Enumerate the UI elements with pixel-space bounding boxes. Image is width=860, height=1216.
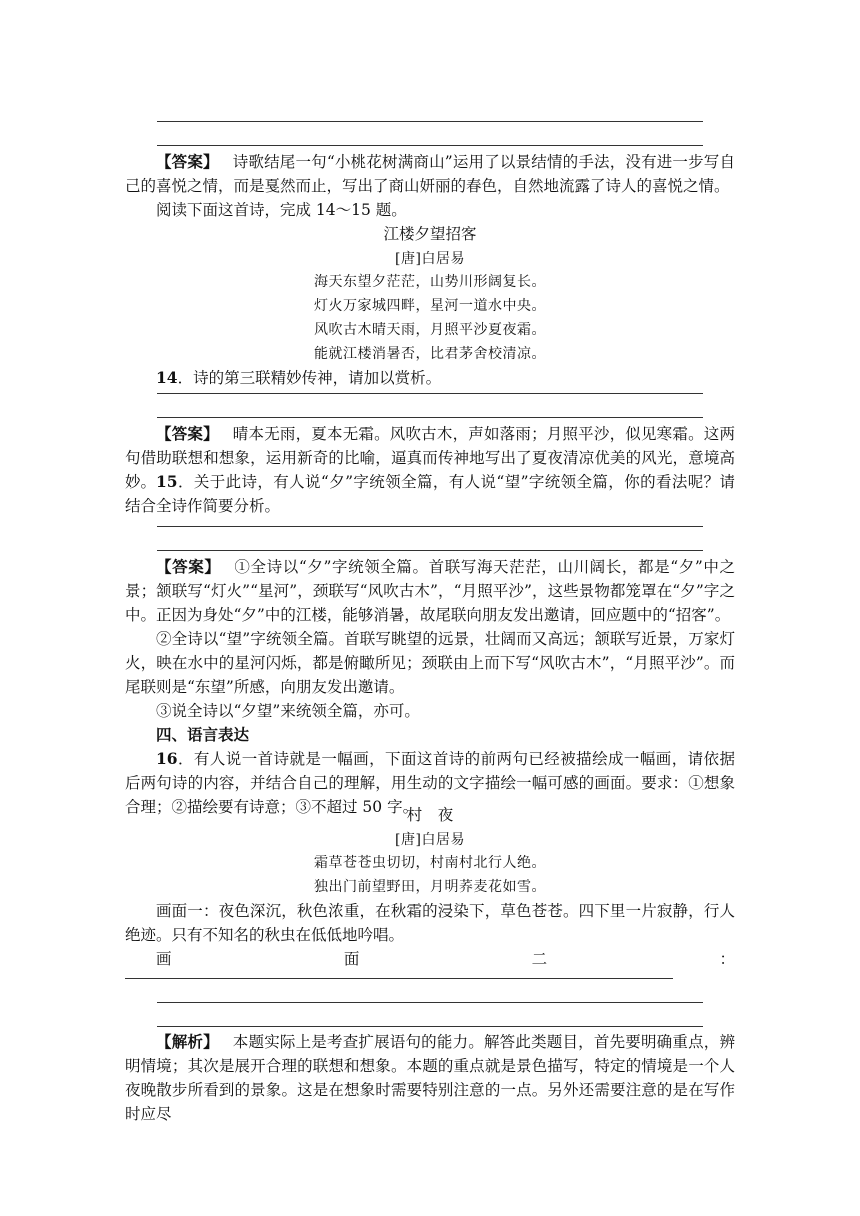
scene-one: 画面一：夜色深沉，秋色浓重，在秋霜的浸染下，草色苍苍。四下里一片寂静，行人绝迹。只有不知名的秋虫在低低地吟唱。 <box>125 902 735 944</box>
poem-line: 海天东望夕茫茫，山势川形阔复长。 <box>314 274 546 290</box>
answer-line <box>125 978 673 979</box>
poem-line: 独出门前望野田，月明荞麦花如雪。 <box>314 879 546 895</box>
analysis-tag: 【解析】 <box>156 1032 219 1051</box>
poem-author: [唐]白居易 <box>395 832 465 848</box>
answer-paragraph: ②全诗以“望”字统领全篇。首联写眺望的远景，壮阔而又高远；颔联写近景，万家灯火，映在水中的星河闪烁，都是俯瞰所见；颈联由上而下写“风吹古木”，“月照平沙”。而尾联则是“东望”所感，向朋友发出邀请。 <box>125 630 735 696</box>
answer-line <box>157 550 703 551</box>
question-number: 15 <box>156 472 178 491</box>
answer-line <box>157 121 703 122</box>
poem-title: 村 夜 <box>406 806 454 824</box>
answer-line <box>157 417 703 418</box>
answer-tag: 【答案】 <box>156 424 219 443</box>
analysis-paragraph <box>125 1030 735 1126</box>
answer-text: 诗歌结尾一句“小桃花树满商山”运用了以景结情的手法，没有进一步写自己的喜悦之情，而是戛然而止，写出了商山妍丽的春色，自然地流露了诗人的喜悦之情。 <box>125 153 735 195</box>
answer-paragraph <box>125 555 735 627</box>
answer-line <box>157 145 703 146</box>
answer-line <box>157 1026 703 1027</box>
question-number: 16 <box>156 749 178 768</box>
poem-title: 江楼夕望招客 <box>383 225 477 243</box>
scene-two-char: ： <box>719 950 735 968</box>
answer-text: 晴本无雨，夏本无霜。风吹古木，声如落雨；月照平沙，似见寒霜。这两句借助联想和想象，运用新奇的比喻，逼真而传神地写出了夏夜清凉优美的风光，意境高妙。 <box>125 425 735 491</box>
reading-instruction: 阅读下面这首诗，完成 14～15 题。 <box>156 201 407 219</box>
poem-line: 风吹古木晴天雨，月照平沙夏夜霜。 <box>314 322 546 338</box>
answer-paragraph: ③说全诗以“夕望”来统领全篇，亦可。 <box>156 702 420 720</box>
scene-two-prompt <box>125 947 735 971</box>
answer-line <box>157 526 703 527</box>
answer-paragraph <box>125 150 735 198</box>
poem-line: 霜草苍苍虫切切，村南村北行人绝。 <box>314 855 546 871</box>
scene-two-char: 二 <box>531 950 548 968</box>
question-14 <box>125 366 735 390</box>
answer-text: ①全诗以“夕”字统领全篇。首联写海天茫茫，山川阔长，都是“夕”中之景；颔联写“灯火”“星河”，颈联写“风吹古木”，“月照平沙”，这些景物都笼罩在“夕”字之中。正因为身处“夕”中的江楼，能够消暑，故尾联向朋友发出邀请，回应题中的“招客”。 <box>125 558 735 624</box>
analysis-text: 本题实际上是考查扩展语句的能力。解答此类题目，首先要明确重点，辨明情境；其次是展开合理的联想和想象。本题的重点就是景色描写，特定的情境是一个人夜晚散步所看到的景象。这是在想象时需要特别注意的一点。另外还需要注意的是在写作时应尽 <box>125 1033 735 1123</box>
poem-line: 能就江楼消暑否，比君茅舍校清凉。 <box>314 346 546 362</box>
section-heading: 四、语言表达 <box>156 725 250 744</box>
scene-two-char: 面 <box>343 950 360 968</box>
answer-tag: 【答案】 <box>156 152 219 171</box>
poem-author: [唐]白居易 <box>395 251 465 267</box>
answer-tag: 【答案】 <box>156 557 221 576</box>
answer-line <box>157 1002 703 1003</box>
poem-line: 灯火万家城四畔，星河一道水中央。 <box>314 298 546 314</box>
answer-line <box>157 393 703 394</box>
question-text: ．诗的第三联精妙传神，请加以赏析。 <box>177 369 442 387</box>
question-text: ．有人说一首诗就是一幅画，下面这首诗的前两句已经被描绘成一幅画，请依据后两句诗的内容，并结合自己的理解，用生动的文字描绘一幅可感的画面。要求：①想象合理；②描绘要有诗意；③不超过 50 字。 <box>125 750 735 816</box>
scene-two-char: 画 <box>156 950 172 968</box>
question-15 <box>125 470 735 518</box>
question-number: 14 <box>156 368 178 387</box>
question-text: ．关于此诗，有人说“夕”字统领全篇，有人说“望”字统领全篇，你的看法呢？请结合全诗作简要分析。 <box>125 473 735 515</box>
